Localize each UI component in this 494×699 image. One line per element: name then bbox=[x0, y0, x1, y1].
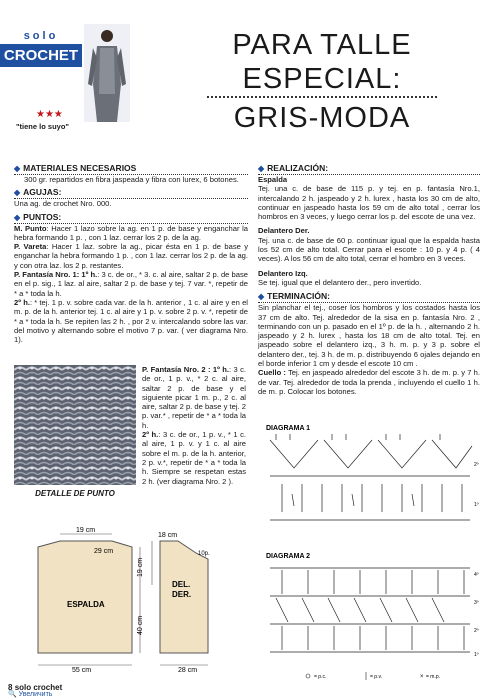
needles-heading: ◆ AGUJAS: bbox=[14, 187, 248, 199]
measure-label: 18 cm bbox=[158, 532, 178, 539]
measure-label: 19 cm bbox=[76, 527, 96, 534]
diagram-2 bbox=[262, 548, 482, 688]
title-line-1: PARA TALLE bbox=[232, 29, 412, 61]
photo-caption: DETALLE DE PUNTO bbox=[35, 489, 115, 498]
tagline: "tiene lo suyo" bbox=[16, 122, 69, 131]
diamond-icon: ◆ bbox=[258, 164, 265, 173]
measure-label: 29 cm bbox=[94, 548, 114, 555]
logo-solo: solo bbox=[23, 30, 59, 42]
delantero-izq-text: Se tej. igual que el delantero der., pero invertido. bbox=[258, 277, 422, 287]
back-piece bbox=[38, 541, 132, 653]
page-title bbox=[150, 28, 494, 135]
diagram-1-title: DIAGRAMA 1 bbox=[266, 425, 311, 432]
measure-label: 19 cm bbox=[137, 557, 144, 577]
diamond-icon: ◆ bbox=[14, 164, 21, 173]
delantero-der-title: Delantero Der. bbox=[258, 226, 310, 236]
measure-label: 40 cm bbox=[137, 615, 144, 635]
delantero-der-text: Tej. una c. de base de 60 p. continuar igual que la espalda hasta los 52 cm de alto total. Cerrar para el escote : 10 p. y 4 p. ( 4 veces). A los 56 cm de alto total, cerrar el hombro en 3 veces. bbox=[258, 235, 480, 264]
title-line-3: GRIS-MODA bbox=[233, 102, 411, 134]
title-divider bbox=[207, 96, 437, 98]
crochet-chart-1 bbox=[270, 434, 472, 520]
points-item-4: 2º h.: * tej. 1 p. v. sobre cada var. de la h. anterior , 1 c. al aire y en el m. p. de la h. anterior tej. 1 c. al aire y 1 p. v. sobre 2 p. v. *, repetir de * a * toda la h. Se repiten las 2 h. , por 2 v. intercalando sobre las var. del motivo y alternando sobre el motivo 7 p. var. ( ver diagrama Nro. 1). bbox=[14, 297, 248, 345]
row-label: 4º bbox=[474, 572, 479, 578]
chain-icon bbox=[306, 674, 310, 678]
diagram-1 bbox=[262, 420, 482, 540]
espalda-text: Tej. una c. de base de 115 p. y tej. en p. fantasía Nro.1, intercalando 2 h. jaspeado y 2 h. lurex , hasta los 30 cm de alto, continuar en jaspeado hasta los 59 cm de alto total , cerrar los hombros en 3 veces, y luego cerrar los p. del escote de una vez. bbox=[258, 184, 480, 222]
crochet-chart-2 bbox=[270, 568, 470, 652]
front-label-2: DER. bbox=[172, 590, 192, 599]
materials-text: 300 gr. repartidos en fibra jaspeada y fibra con lurex, 6 botones. bbox=[24, 175, 239, 184]
materials-heading: ◆ MATERIALES NECESARIOS bbox=[14, 163, 248, 175]
logo-crochet: CROCHET bbox=[0, 44, 82, 67]
measure-label: 55 cm bbox=[72, 667, 92, 673]
legend-pc: = p.c. bbox=[314, 674, 327, 680]
diagram-legend bbox=[306, 672, 440, 680]
magazine-logo bbox=[0, 30, 82, 67]
cuello-text: Cuello : Tej. en jaspeado alrededor del escote 3 h. de m. p. y 7 h. de var. Tej. alrededor de toda la prenda , incluyendo el cuello 1 h. de m. p. Colocar los botones. bbox=[258, 368, 480, 396]
espalda-title: Espalda bbox=[258, 175, 288, 184]
front-label-1: DEL. bbox=[172, 580, 191, 589]
zoom-link[interactable]: 🔍 Увеличить bbox=[8, 691, 53, 698]
delantero-izq-title: Delantero Izq. bbox=[258, 268, 308, 278]
fantasy-2-text: P. Fantasía Nro. 2 : 1º h.: 3 c. de or., 1 p. v., * 2 c. al aire, saltar 2 p. de base y el siguiente picar 1 m. p., 2 c. al aire, saltar 2 p. de base y tej. 2 p. var.* , repetir de * a * toda la h. 2º h.: 3 c. de or., 1 p. v., * 1 c. al aire, 1 p. v. y 1 c. al aire sobre el m. p. de la h. anterior, 2 p. v.*, repetir de * a * toda la h. Siempre se respetan estas 2 h. (ver diagrama Nro. 2 ). bbox=[142, 365, 247, 486]
points-item-2: P. Vareta: Hacer 1 laz. sobre la ag., picar ésta en 1 p. de base y enganchar la hebra formando 1 p. , con 1 laz. cerrar los 2 p. de la ag. y con otra laz. los 2 p. restantes. bbox=[14, 242, 249, 270]
footer-brand: solo crochet bbox=[14, 683, 63, 692]
magnifier-icon: 🔍 bbox=[8, 691, 17, 698]
difficulty-stars: ★★★ bbox=[36, 109, 63, 120]
diamond-icon: ◆ bbox=[14, 212, 21, 222]
measure-label: 10p. bbox=[198, 551, 210, 557]
page-number: 8 bbox=[8, 683, 13, 692]
row-label: 2º bbox=[474, 628, 479, 634]
points-item-3: P. Fantasía Nro. 1: 1º h.: 3 c. de or., * 3. c. al aire, saltar 2 p. de base en el p. sig., 1 laz. al aire, saltar 2 p. de base y tej. 7 var. *, repetir de * a * toda la h. bbox=[14, 270, 248, 298]
espalda-label: ESPALDA bbox=[67, 600, 105, 609]
points-heading: ◆ PUNTOS: bbox=[14, 212, 248, 224]
single-crochet-icon: × bbox=[420, 674, 424, 680]
pattern-schematic bbox=[20, 525, 240, 673]
realization-heading: ◆ REALIZACIÓN: bbox=[258, 163, 480, 175]
model-photo bbox=[84, 24, 130, 122]
termination-heading: ◆ TERMINACIÓN: bbox=[258, 291, 480, 303]
title-line-2: ESPECIAL: bbox=[242, 63, 402, 95]
stitch-detail-photo bbox=[14, 365, 136, 485]
row-label: 1º bbox=[474, 502, 479, 508]
row-label: 2º bbox=[474, 462, 479, 468]
points-item-1: M. Punto: Hacer 1 lazo sobre la ag. en 1 p. de base y enganchar la hebra formando 1 p. , con 1 laz. cerrar los 2 p. de la ag. bbox=[14, 223, 248, 242]
measure-label: 28 cm bbox=[178, 667, 198, 673]
legend-pv: = p.v. bbox=[370, 674, 382, 680]
diagram-2-title: DIAGRAMA 2 bbox=[266, 553, 311, 560]
left-column bbox=[14, 163, 248, 344]
diamond-icon: ◆ bbox=[14, 188, 21, 198]
termination-text: Sin planchar el tej., coser los hombros y los costados hasta los 37 cm de alto. Tej. alrededor de la sisa en p. fantasía Nro. 2 , terminando con un p. pasado en el 1º p. de la h. , alternando 2 h. jaspeado y 2 h. lurex , hasta los 18 cm de alto total. Tej. en jaspeado sobre el delantero izq., 3 h. m. p. y 3 p. sobre el delantero der., tej. 3 h. de m. p. distribuyendo 6 ojales dejando en el borde inferior 1 cm y desde el escote 10 cm . bbox=[258, 303, 480, 369]
row-label: 1º bbox=[474, 652, 479, 658]
right-column bbox=[258, 163, 480, 396]
row-label: 3º bbox=[474, 600, 479, 606]
legend-mp: = m.p. bbox=[426, 674, 441, 680]
needles-text: Una ag. de crochet Nro. 000. bbox=[14, 199, 112, 209]
diamond-icon: ◆ bbox=[258, 292, 265, 302]
